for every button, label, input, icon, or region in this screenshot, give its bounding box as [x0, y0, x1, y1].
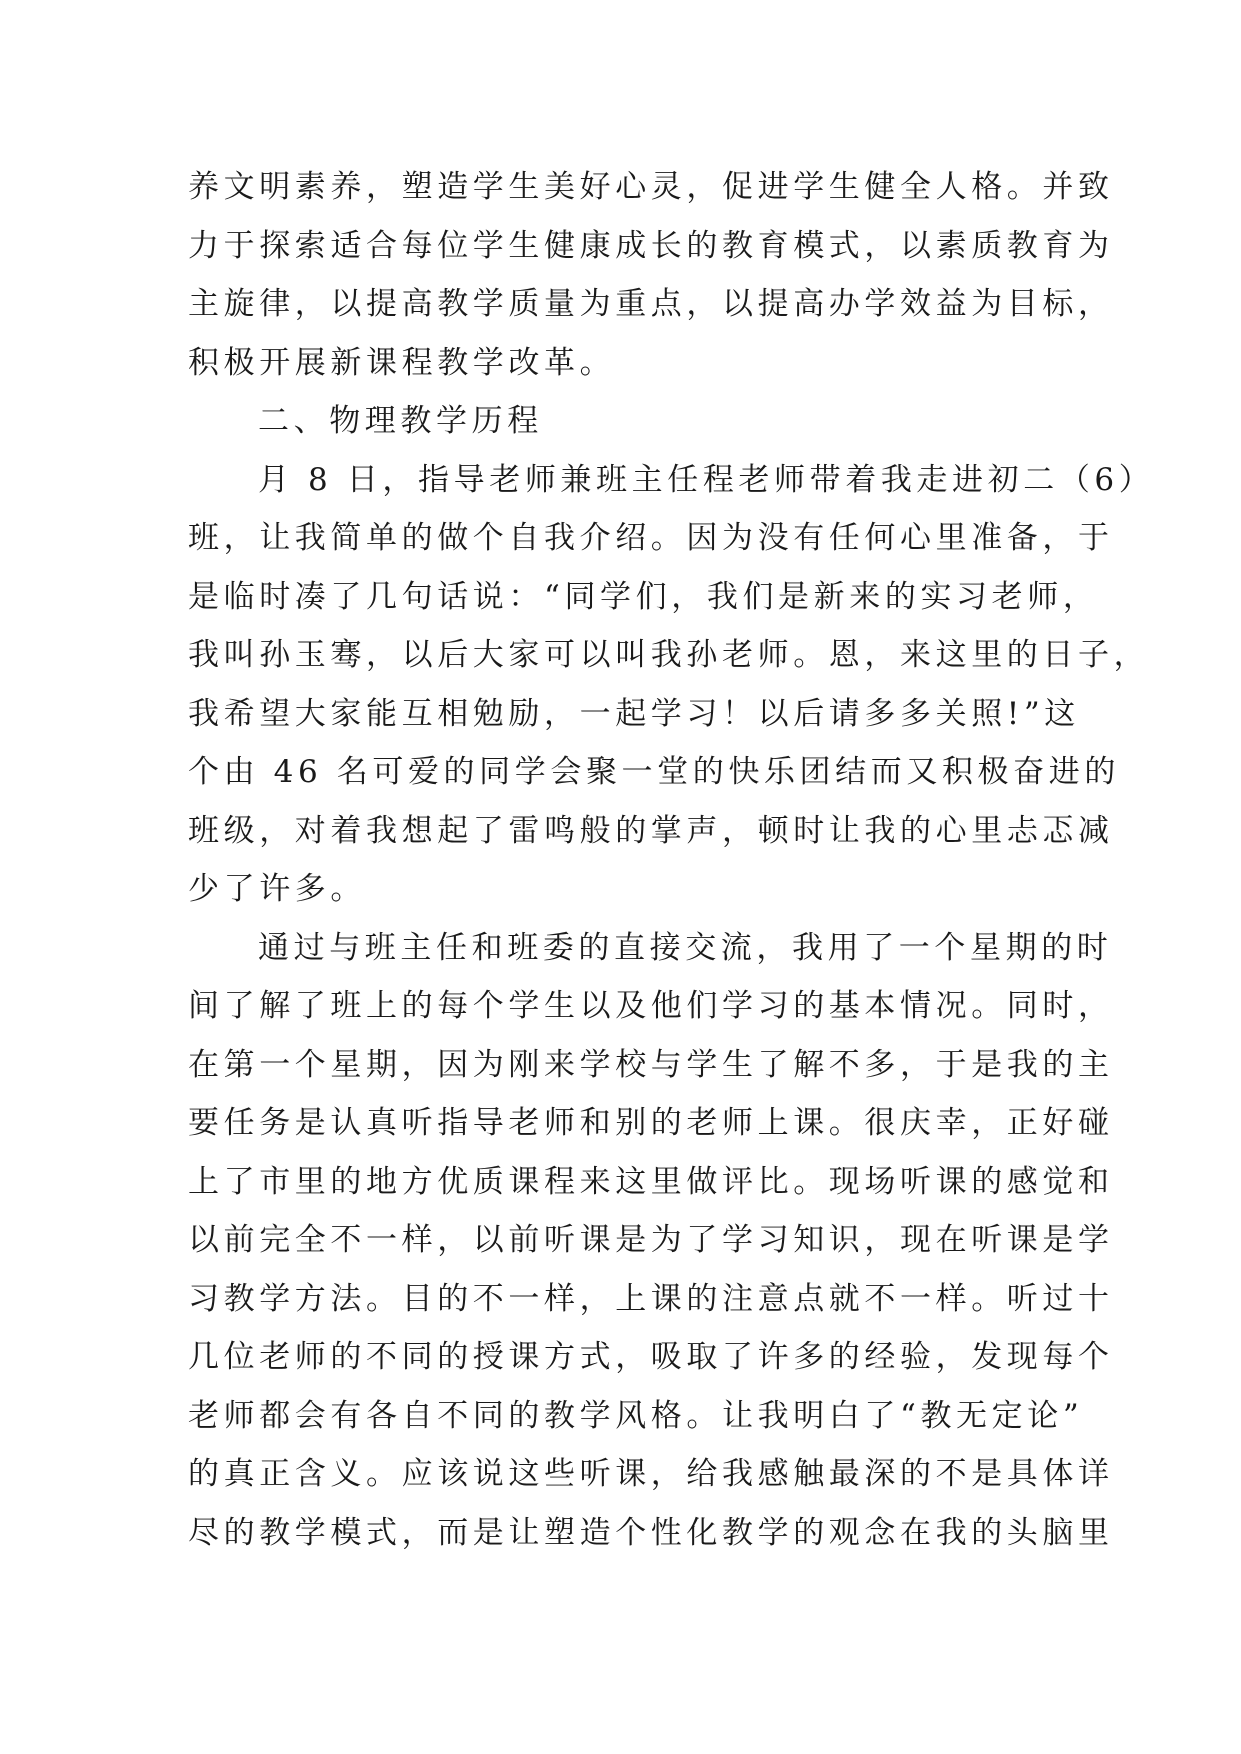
paragraph-start-line: 月 8 日，指导老师兼班主任程老师带着我走进初二（6）	[258, 461, 1155, 498]
text-line: 个由 46 名可爱的同学会聚一堂的快乐团结而又积极奋进的	[188, 754, 1120, 790]
text-line: 养文明素养，塑造学生美好心灵，促进学生健全人格。并致	[188, 169, 1114, 205]
text-line: 少了许多。	[188, 871, 366, 907]
text-line: 以前完全不一样，以前听课是为了学习知识，现在听课是学	[188, 1222, 1114, 1258]
text-line: 是临时凑了几句话说：“同学们，我们是新来的实习老师，	[188, 578, 1099, 615]
text-line: 我叫孙玉骞，以后大家可以叫我孙老师。恩，来这里的日子，	[188, 637, 1150, 673]
text-line: 的真正含义。应该说这些听课，给我感触最深的不是具体详	[188, 1456, 1114, 1492]
text-line: 间了解了班上的每个学生以及他们学习的基本情况。同时，	[188, 988, 1114, 1024]
text-line: 老师都会有各自不同的教学风格。让我明白了“教无定论”	[188, 1397, 1084, 1434]
text-line: 习教学方法。目的不一样，上课的注意点就不一样。听过十	[188, 1280, 1114, 1317]
text-line: 尽的教学模式，而是让塑造个性化教学的观念在我的头脑里	[188, 1514, 1114, 1551]
paragraph-start-line: 通过与班主任和班委的直接交流，我用了一个星期的时	[258, 929, 1113, 966]
text-line: 主旋律，以提高教学质量为重点，以提高办学效益为目标，	[188, 286, 1114, 322]
text-line: 班级，对着我想起了雷鸣般的掌声，顿时让我的心里忐忑减	[188, 812, 1114, 849]
text-line: 积极开展新课程教学改革。	[188, 344, 616, 381]
text-line: 上了市里的地方优质课程来这里做评比。现场听课的感觉和	[188, 1163, 1114, 1200]
text-line: 要任务是认真听指导老师和别的老师上课。很庆幸，正好碰	[188, 1105, 1114, 1141]
document-body	[188, 158, 1155, 1562]
text-line: 班，让我简单的做个自我介绍。因为没有任何心里准备，于	[188, 520, 1114, 556]
section-heading: 二、物理教学历程	[258, 403, 543, 439]
text-line: 几位老师的不同的授课方式，吸取了许多的经验，发现每个	[188, 1339, 1114, 1375]
text-line: 力于探索适合每位学生健康成长的教育模式，以素质教育为	[188, 227, 1114, 264]
text-line: 我希望大家能互相勉励，一起学习！以后请多多关照!”这	[188, 695, 1080, 732]
text-line: 在第一个星期，因为刚来学校与学生了解不多，于是我的主	[188, 1046, 1114, 1083]
